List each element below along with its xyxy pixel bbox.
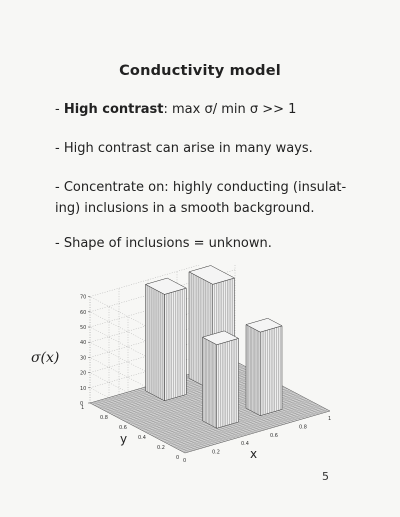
y-tick-label: 0.6 (119, 425, 127, 431)
z-tick-label: 0 (80, 401, 84, 407)
x-tick-label: 0.4 (241, 441, 249, 448)
z-tick-label: 50 (80, 325, 87, 331)
y-tick-label: 1 (81, 405, 85, 411)
bullet-concentrate (55, 177, 375, 219)
z-tick-label: 40 (80, 340, 87, 347)
bullet-high-contrast (55, 99, 375, 120)
x-tick-label: 0.2 (212, 449, 220, 456)
bullet-many-ways: - High contrast can arise in many ways. (55, 141, 313, 156)
z-tick-label: 70 (80, 294, 87, 301)
x-tick-label: 1 (328, 416, 332, 422)
y-tick-label: 0.8 (100, 415, 108, 421)
bullet-concentrate-line2: ing) inclusions in a smooth background. (55, 201, 315, 216)
z-axis-label: σ(x) (31, 350, 60, 366)
z-tick-label: 20 (80, 370, 87, 377)
z-tick-label: 60 (80, 309, 87, 316)
bullet-dash: - (55, 102, 64, 117)
z-tick-label: 10 (80, 385, 87, 392)
page-number: 5 (322, 470, 329, 483)
y-tick-label: 0.4 (138, 435, 146, 441)
y-axis-label: y (120, 432, 128, 446)
inclusion-column (246, 318, 282, 415)
x-tick-label: 0 (183, 458, 187, 464)
bullet-strong-term: High contrast (63, 102, 164, 117)
x-tick-label: 0.6 (270, 432, 278, 439)
x-axis-label: x (250, 447, 258, 461)
inclusion-column (203, 331, 239, 428)
bullet-formula: : max σ/ min σ >> 1 (163, 102, 297, 117)
bullet-concentrate-line1: - Concentrate on: highly conducting (insulat- (55, 180, 347, 195)
y-tick-label: 0.2 (157, 445, 165, 451)
z-tick-label: 30 (80, 355, 87, 362)
y-tick-label: 0 (176, 455, 180, 461)
surface-plot (60, 265, 350, 465)
x-tick-label: 0.8 (299, 424, 307, 431)
bullet-shape-unknown: - Shape of inclusions = unknown. (55, 236, 272, 251)
slide-title: Conductivity model (119, 63, 281, 79)
inclusion-column (146, 278, 187, 401)
